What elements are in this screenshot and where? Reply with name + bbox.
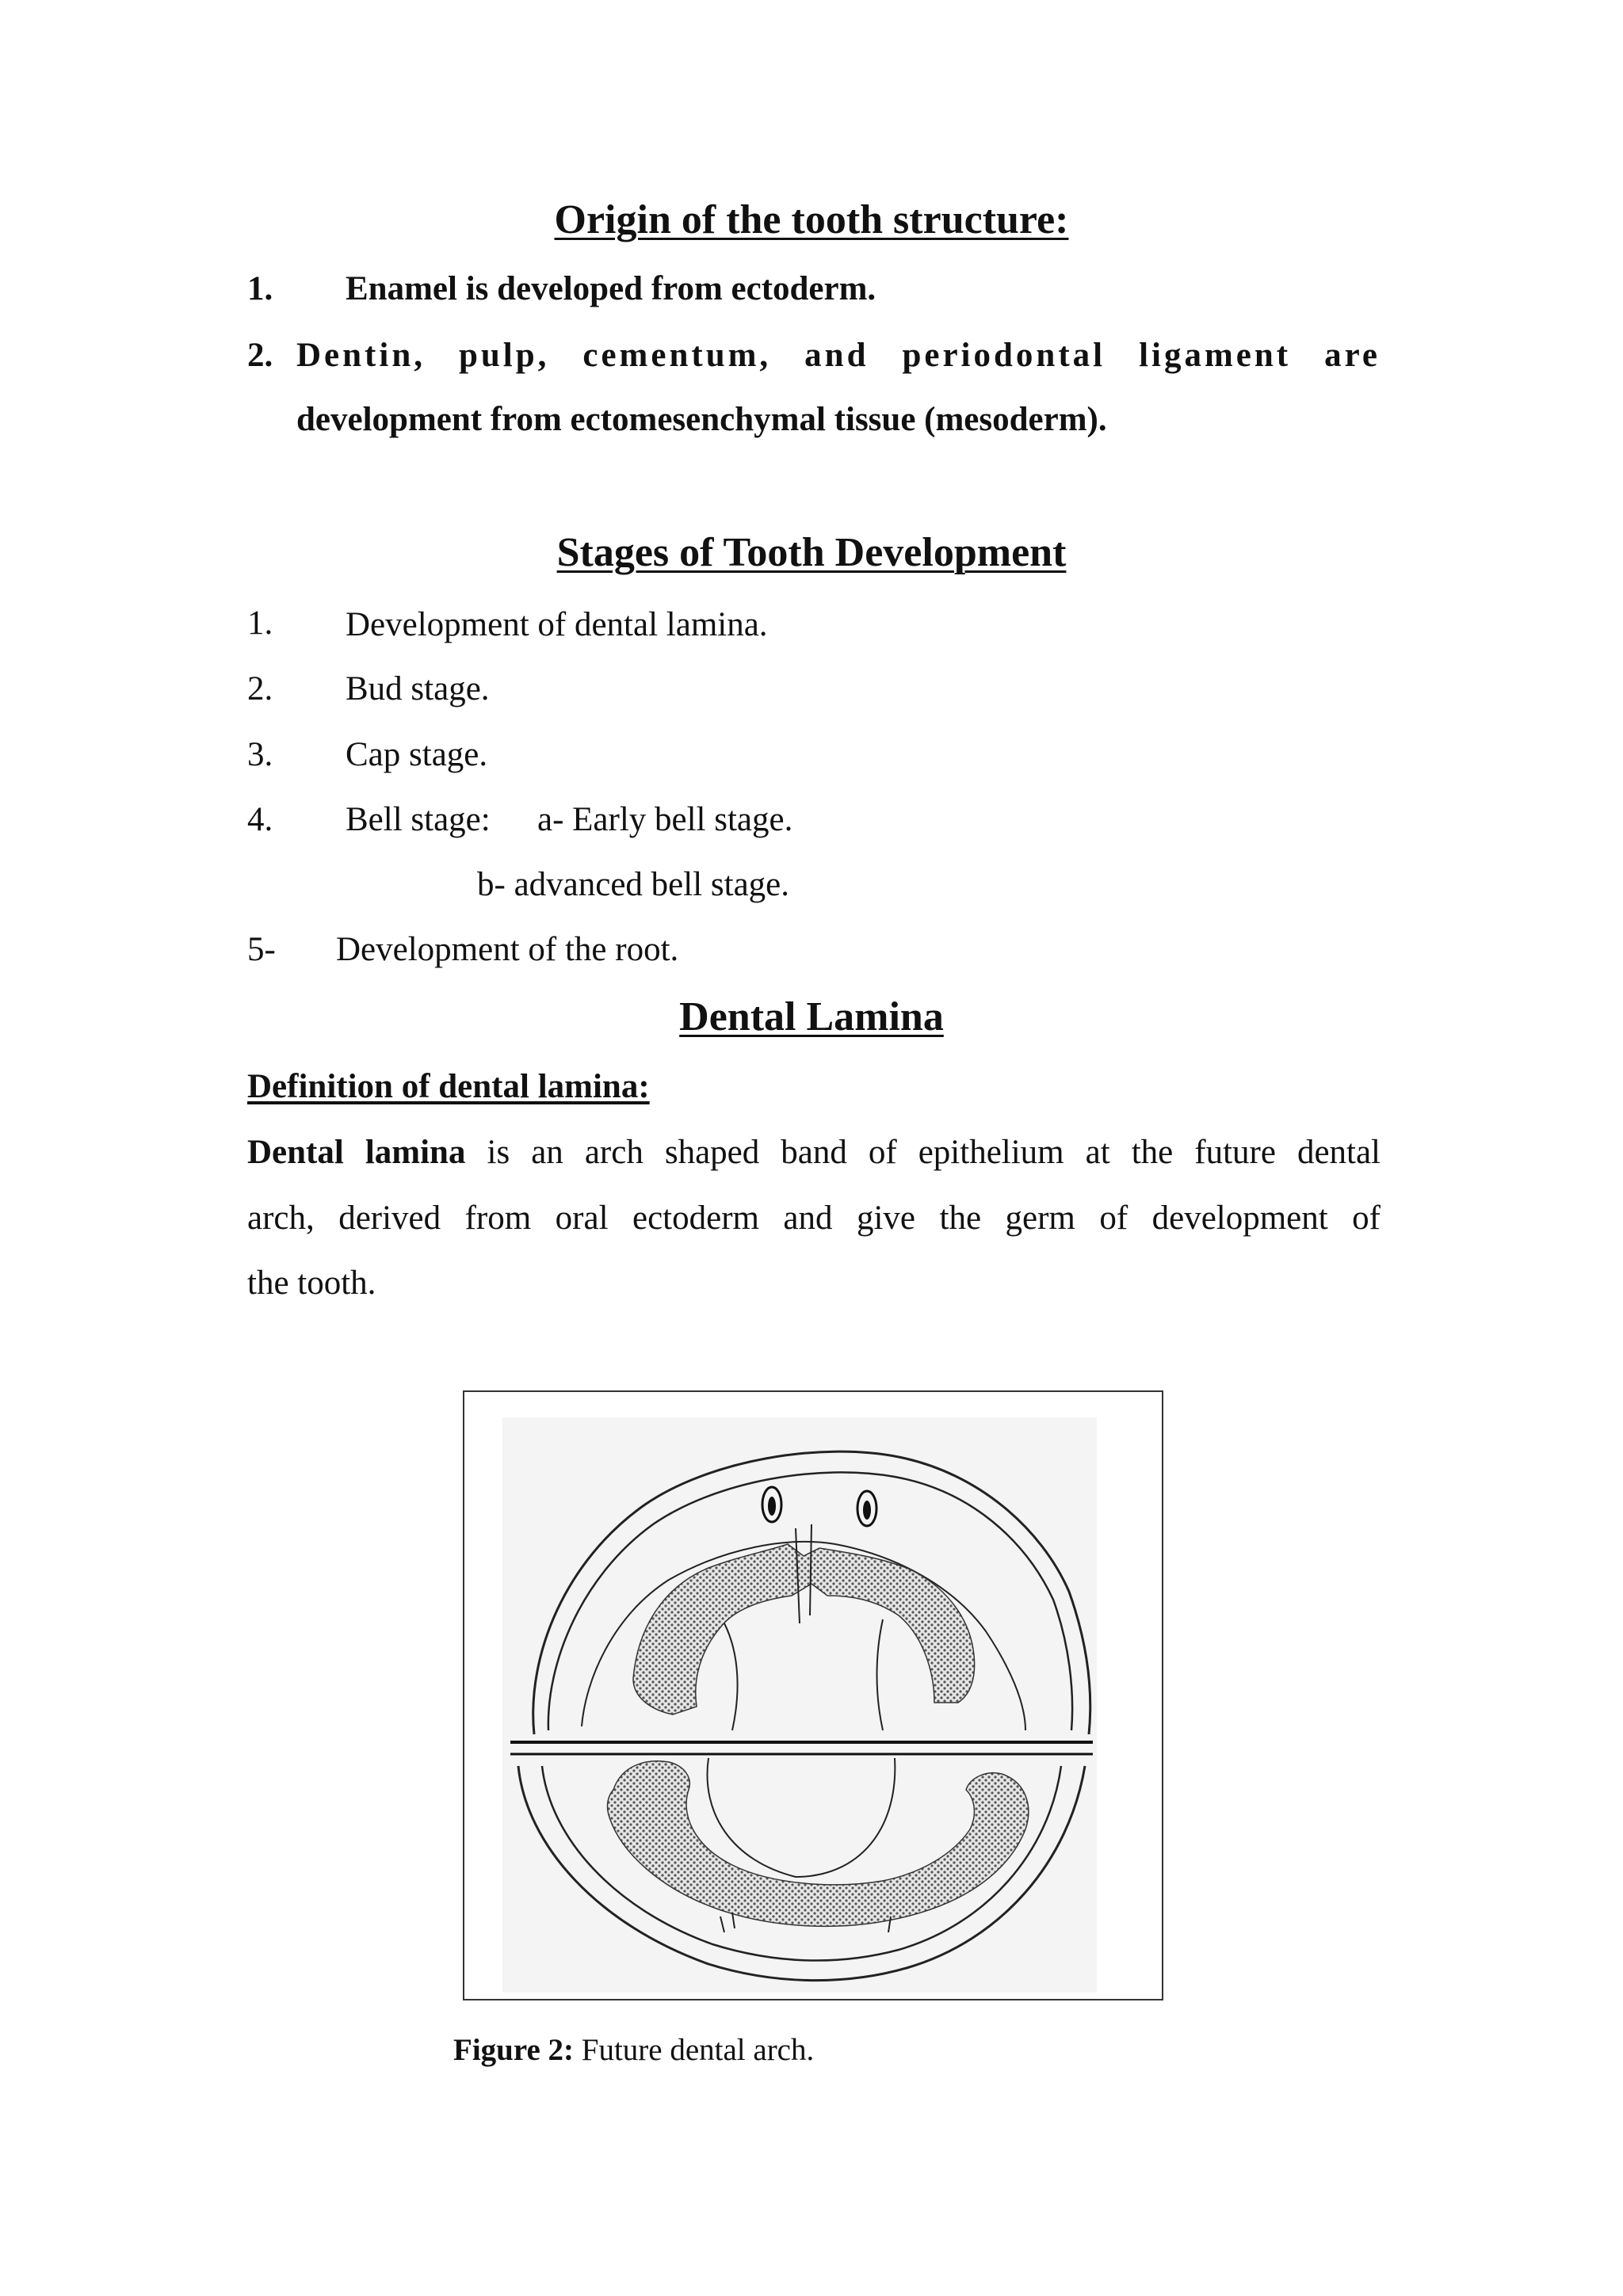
definition-line-3: the tooth. <box>247 1264 376 1302</box>
stage-4-sub-b: b- advanced bell stage. <box>477 866 789 903</box>
stage-1-number: 1. <box>247 605 273 642</box>
definition-line-2: arch, derived from oral ectoderm and give the germ of development of <box>247 1199 1381 1237</box>
stage-2-number: 2. <box>247 670 273 707</box>
stage-3-text: Cap stage. <box>346 736 488 773</box>
stage-3-number: 3. <box>247 736 273 773</box>
dental-arch-illustration <box>502 1417 1097 1993</box>
stage-4-text: Bell stage: <box>346 801 491 838</box>
figure-caption <box>453 2032 814 2068</box>
stage-2-text: Bud stage. <box>346 670 490 707</box>
definition-subheading: Definition of dental lamina: <box>247 1068 650 1105</box>
origin-item-1-number: 1. <box>247 270 273 307</box>
figure-image <box>502 1417 1097 1993</box>
origin-item-2-line-1: Dentin, pulp, cementum, and periodontal ligament are <box>296 337 1381 374</box>
definition-line-1-rest: is an arch shaped band of epithelium at the future dental <box>487 1134 1381 1171</box>
stage-1-text: Development of dental lamina. <box>346 606 768 643</box>
figure-caption-text: Future dental arch. <box>581 2033 815 2067</box>
stage-5-number: 5- <box>247 931 276 968</box>
stage-4-number: 4. <box>247 801 273 838</box>
definition-line-1 <box>247 1133 1381 1172</box>
stage-4-sub-a: a- Early bell stage. <box>537 801 793 838</box>
origin-item-1-text: Enamel is developed from ectoderm. <box>346 270 876 307</box>
origin-heading: Origin of the tooth structure: <box>554 197 1069 242</box>
stage-5-text: Development of the root. <box>336 931 679 968</box>
definition-term: Dental lamina <box>247 1134 466 1171</box>
stages-heading: Stages of Tooth Development <box>556 530 1067 575</box>
figure-caption-label: Figure 2: <box>453 2033 575 2067</box>
origin-item-2-line-2: development from ectomesenchymal tissue (mesoderm). <box>296 401 1107 438</box>
figure-frame <box>463 1390 1163 2000</box>
origin-item-2-number: 2. <box>247 337 273 374</box>
dental-lamina-heading: Dental Lamina <box>679 994 944 1039</box>
